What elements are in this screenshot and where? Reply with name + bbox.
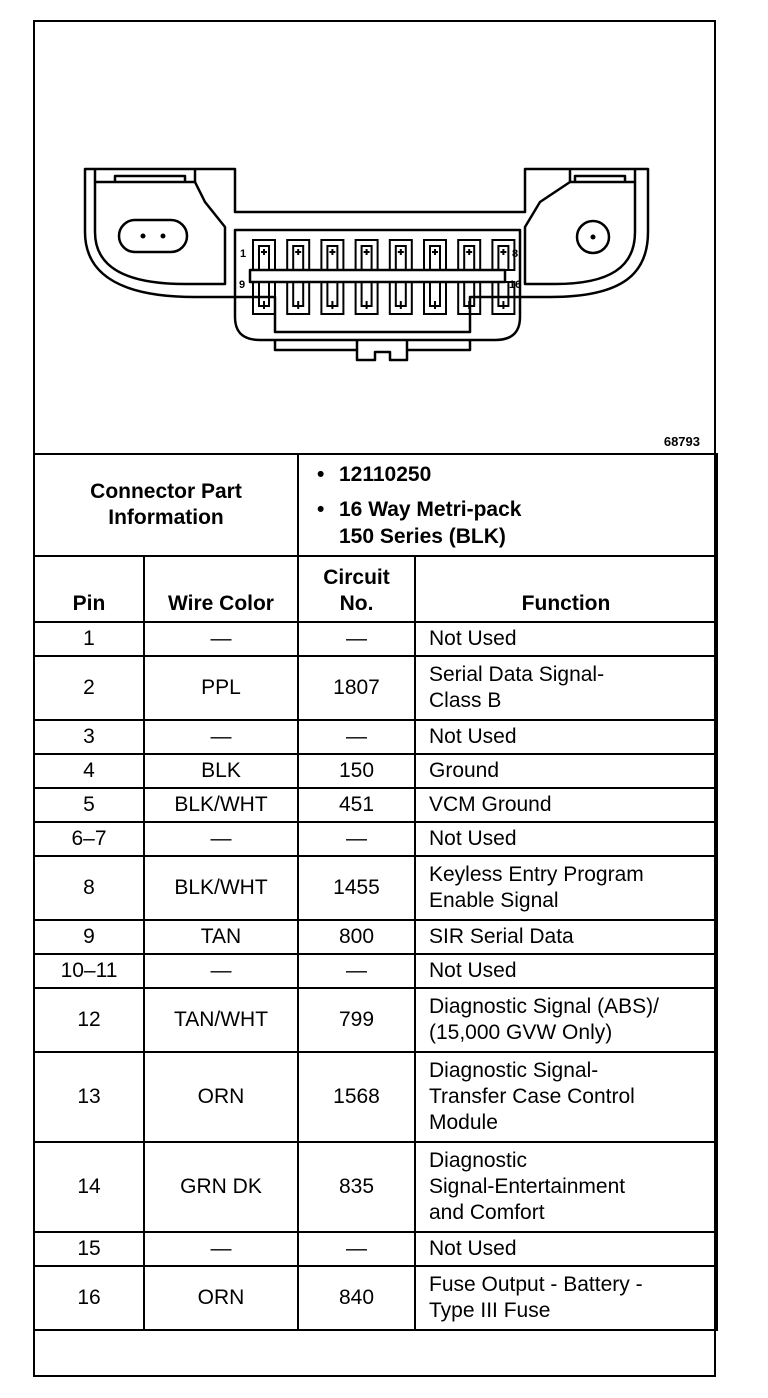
function-line: Not Used — [429, 959, 517, 982]
function-cell — [415, 920, 717, 954]
wire-color-cell: TAN — [144, 920, 298, 954]
table-row — [34, 920, 717, 954]
function-line: Serial Data Signal- — [429, 663, 605, 686]
wire-color-cell: — — [144, 954, 298, 988]
pin-label-8: 8 — [512, 248, 519, 260]
circuit-cell: 800 — [298, 920, 415, 954]
circuit-cell: 451 — [298, 788, 415, 822]
function-cell — [415, 1142, 717, 1232]
function-line: Transfer Case Control — [429, 1085, 635, 1108]
pin-terminal-top — [458, 240, 480, 270]
header-pin: Pin — [34, 556, 144, 622]
function-line: and Comfort — [429, 1201, 545, 1224]
pin-terminal-top — [424, 240, 446, 270]
wire-color-cell: — — [144, 1232, 298, 1266]
pin-terminal-bottom — [390, 282, 412, 314]
function-cell — [415, 954, 717, 988]
table-row — [34, 954, 717, 988]
function-line: Not Used — [429, 725, 517, 748]
connector-illustration — [35, 22, 714, 453]
center-bar — [250, 270, 505, 282]
connector-pinout-table — [33, 453, 718, 1331]
bottom-lip-left — [275, 340, 357, 350]
right-flange — [525, 182, 635, 284]
wire-color-cell: TAN/WHT — [144, 988, 298, 1052]
pin-cell: 12 — [34, 988, 144, 1052]
pin-terminal-bottom — [287, 282, 309, 314]
pin-cell: 10–11 — [34, 954, 144, 988]
circuit-cell: — — [298, 954, 415, 988]
function-line: Fuse Output - Battery - — [429, 1273, 643, 1296]
table-row — [34, 788, 717, 822]
connector-drawing — [35, 22, 714, 453]
table-row — [34, 656, 717, 720]
wire-color-cell: — — [144, 822, 298, 856]
wire-color-cell: — — [144, 720, 298, 754]
pin-cell: 4 — [34, 754, 144, 788]
table-row — [34, 1232, 717, 1266]
table-row — [34, 1142, 717, 1232]
circuit-cell: — — [298, 1232, 415, 1266]
circuit-cell: — — [298, 622, 415, 656]
pin-cell: 13 — [34, 1052, 144, 1142]
header-circuit-no: Circuit No. — [298, 556, 415, 622]
pin-terminal-top — [287, 240, 309, 270]
function-cell — [415, 856, 717, 920]
wire-color-cell: ORN — [144, 1052, 298, 1142]
function-line: Class B — [429, 689, 502, 712]
function-cell — [415, 788, 717, 822]
circuit-cell: 1455 — [298, 856, 415, 920]
function-cell — [415, 656, 717, 720]
function-line: Diagnostic Signal (ABS)/ — [429, 995, 659, 1018]
table-row — [34, 622, 717, 656]
pin-cell: 2 — [34, 656, 144, 720]
function-cell — [415, 1232, 717, 1266]
circuit-cell: — — [298, 720, 415, 754]
header-function: Function — [415, 556, 717, 622]
circuit-cell: 1568 — [298, 1052, 415, 1142]
pin-cell: 6–7 — [34, 822, 144, 856]
circuit-cell: 840 — [298, 1266, 415, 1330]
function-cell — [415, 988, 717, 1052]
header-wire-color: Wire Color — [144, 556, 298, 622]
wire-color-cell: GRN DK — [144, 1142, 298, 1232]
table-row — [34, 822, 717, 856]
circuit-cell: — — [298, 822, 415, 856]
wire-color-cell: PPL — [144, 656, 298, 720]
function-cell — [415, 1266, 717, 1330]
function-line: Enable Signal — [429, 889, 559, 912]
pin-cell: 5 — [34, 788, 144, 822]
pin-label-9: 9 — [239, 279, 246, 291]
pin-terminal-top — [253, 240, 275, 270]
function-line: Signal-Entertainment — [429, 1175, 626, 1198]
part-number: • 12110250 — [317, 462, 432, 486]
bottom-lip-right — [407, 340, 470, 350]
table-row — [34, 988, 717, 1052]
pin-cell: 9 — [34, 920, 144, 954]
function-line: Not Used — [429, 627, 517, 650]
function-line: Module — [429, 1111, 498, 1134]
pin-label-16: 16 — [509, 279, 522, 291]
pin-terminal-bottom — [424, 282, 446, 314]
table-row — [34, 720, 717, 754]
wire-color-cell: ORN — [144, 1266, 298, 1330]
pin-row-top — [253, 240, 514, 270]
function-cell — [415, 720, 717, 754]
function-line: Not Used — [429, 1237, 517, 1260]
pin-cell: 14 — [34, 1142, 144, 1232]
pin-row-bottom — [253, 282, 514, 314]
bottom-key — [357, 340, 407, 360]
table-body — [34, 622, 717, 1330]
pin-label-1: 1 — [240, 248, 247, 260]
wire-color-cell: — — [144, 622, 298, 656]
function-line: Diagnostic Signal- — [429, 1059, 599, 1082]
function-line: Keyless Entry Program — [429, 863, 644, 886]
function-cell — [415, 622, 717, 656]
wire-color-cell: BLK/WHT — [144, 788, 298, 822]
table-row — [34, 754, 717, 788]
table-header-row — [34, 556, 717, 622]
pin-terminal-bottom — [321, 282, 343, 314]
circuit-cell: 1807 — [298, 656, 415, 720]
connector-info-value — [298, 454, 717, 556]
function-line: Diagnostic — [429, 1149, 528, 1172]
wire-color-cell: BLK — [144, 754, 298, 788]
function-line: SIR Serial Data — [429, 925, 574, 948]
table-row — [34, 1052, 717, 1142]
pin-cell: 8 — [34, 856, 144, 920]
connector-info-row — [34, 454, 717, 556]
figure-number: 68793 — [663, 434, 700, 449]
function-line: Type III Fuse — [429, 1299, 551, 1322]
function-line: VCM Ground — [429, 793, 552, 816]
pin-cell: 15 — [34, 1232, 144, 1266]
function-line: Not Used — [429, 827, 517, 850]
circuit-cell: 835 — [298, 1142, 415, 1232]
circuit-cell: 799 — [298, 988, 415, 1052]
pin-cell: 1 — [34, 622, 144, 656]
function-line: Ground — [429, 759, 500, 782]
function-line: (15,000 GVW Only) — [429, 1021, 613, 1044]
pin-cell: 16 — [34, 1266, 144, 1330]
pin-terminal-bottom — [356, 282, 378, 314]
table-row — [34, 1266, 717, 1330]
pin-terminal-top — [356, 240, 378, 270]
pin-terminal-top — [321, 240, 343, 270]
function-cell — [415, 1052, 717, 1142]
function-cell — [415, 822, 717, 856]
wire-color-cell: BLK/WHT — [144, 856, 298, 920]
pin-terminal-top — [390, 240, 412, 270]
table-row — [34, 856, 717, 920]
circuit-cell: 150 — [298, 754, 415, 788]
left-flange — [95, 182, 225, 284]
left-mount-slot — [119, 220, 187, 252]
pin-cell: 3 — [34, 720, 144, 754]
function-cell — [415, 754, 717, 788]
connector-description: • 16 Way Metri-pack 150 Series (BLK) — [317, 497, 522, 548]
connector-info-label: Connector Part Information — [34, 454, 298, 556]
